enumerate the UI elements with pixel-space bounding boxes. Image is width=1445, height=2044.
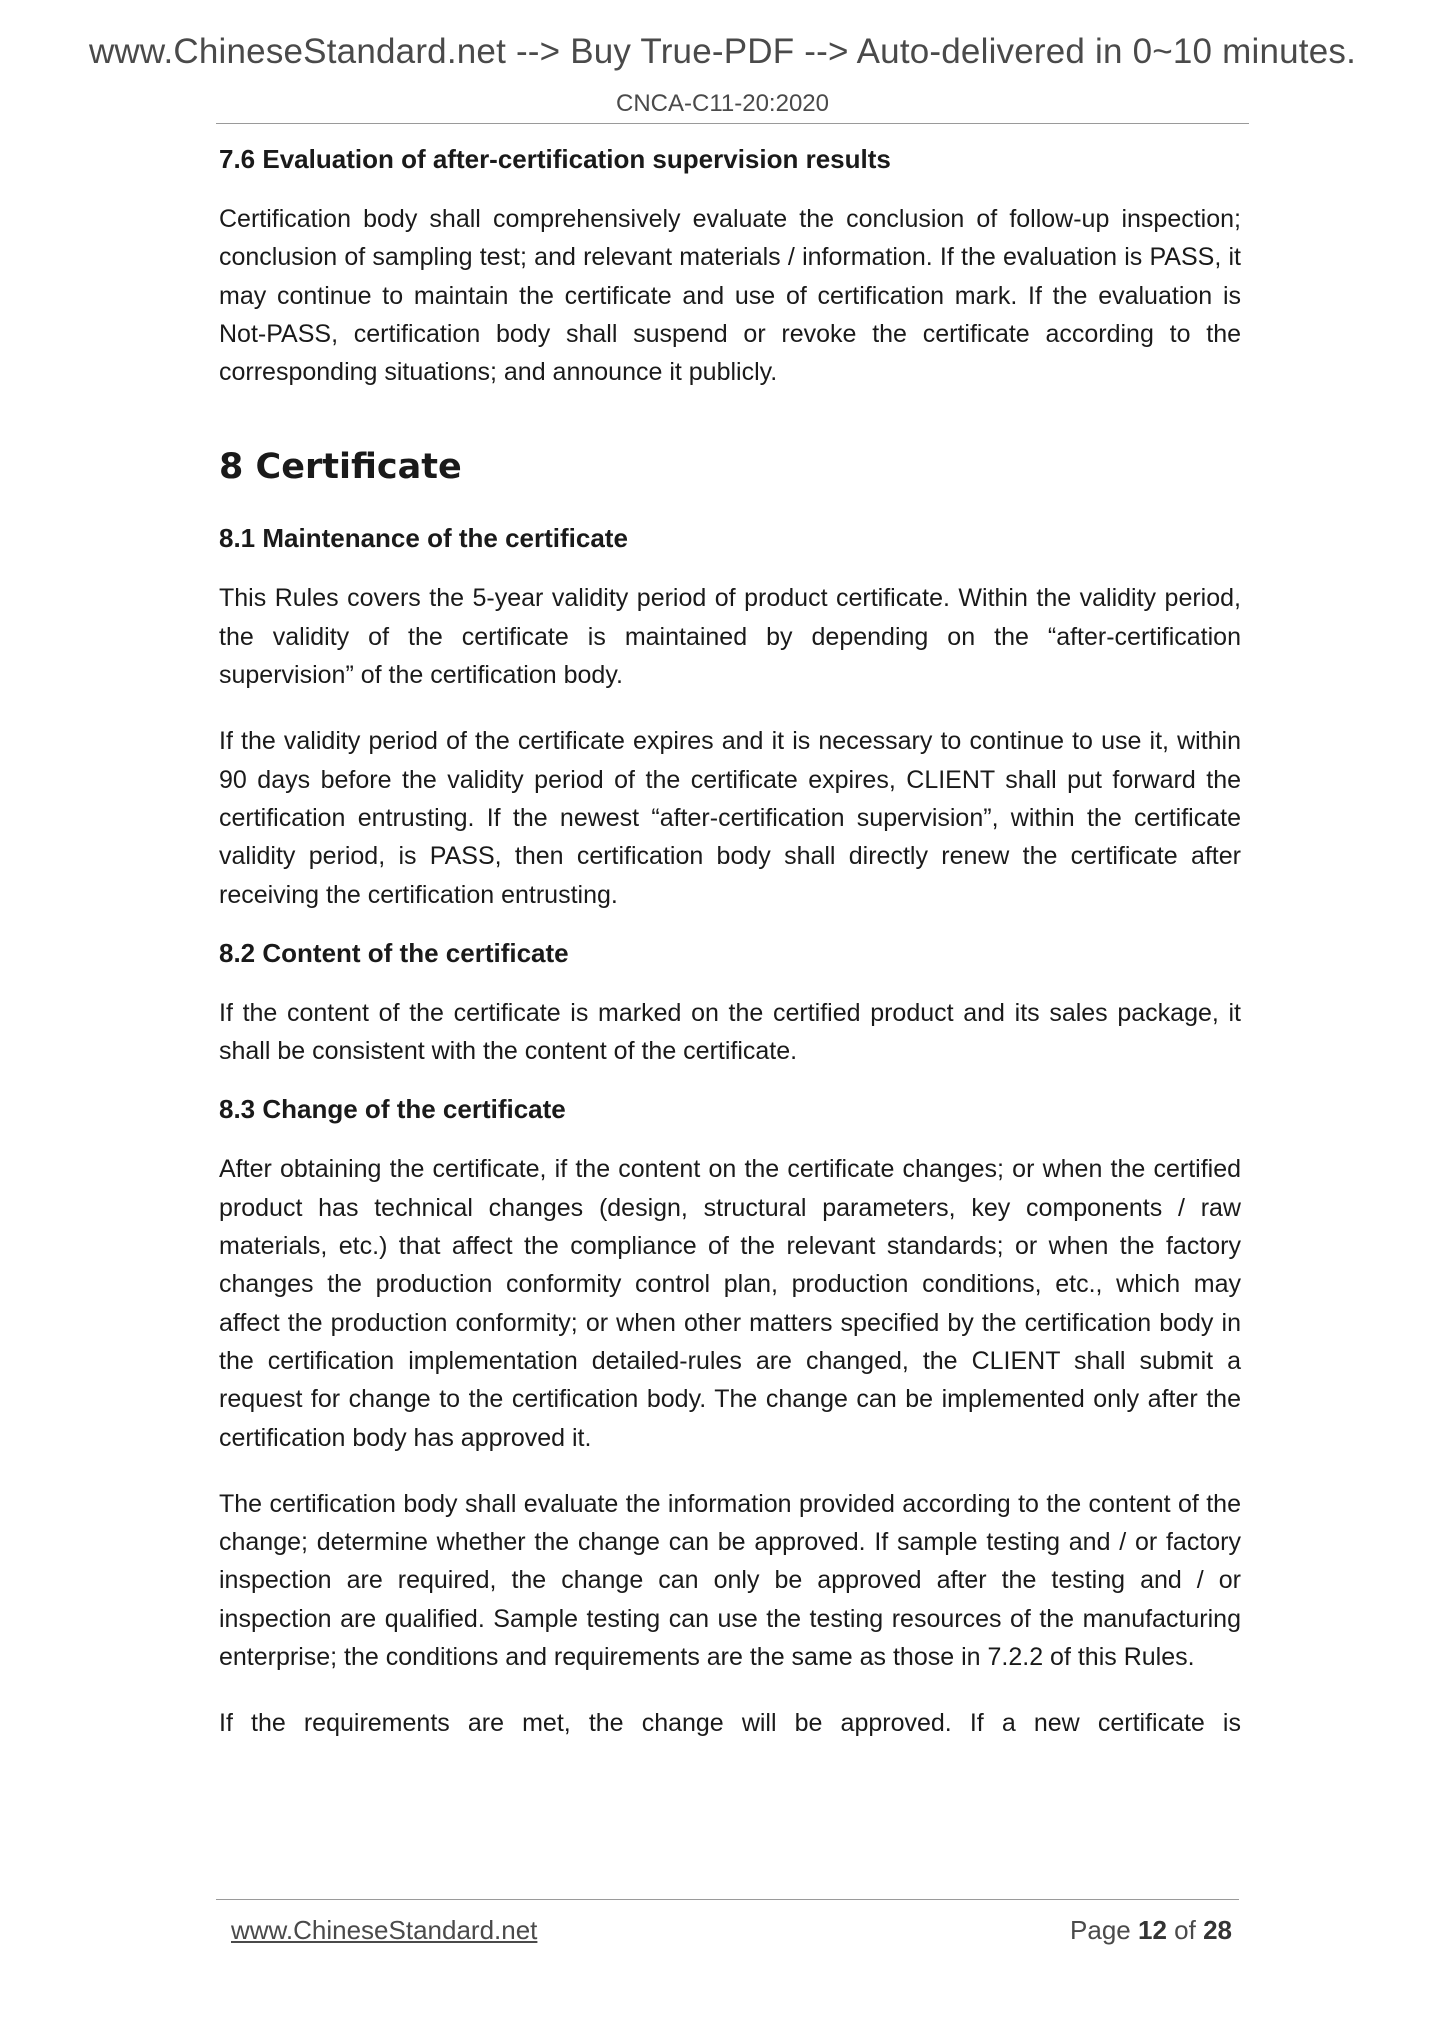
heading-8-3: 8.3 Change of the certificate <box>219 1094 566 1125</box>
page-indicator <box>1070 1915 1232 1946</box>
document-code: CNCA-C11-20:2020 <box>616 90 829 117</box>
paragraph-8-3-1: After obtaining the certificate, if the content on the certificate changes; or when the certified product has technical changes (design, structural parameters, key components / raw materials, etc.) that affect the compliance of the relevant standards; or when the factory changes the production conformity control plan, production conditions, etc., which may affect the production conformity; or when other matters specified by the certification body in the certification implementation detailed-rules are changed, the CLIENT shall submit a request for change to the certification body. The change can be implemented only after the certification body has approved it. <box>219 1155 1241 1452</box>
footer-site-link[interactable]: www.ChineseStandard.net <box>231 1915 538 1945</box>
paragraph-8-1-2: If the validity period of the certificate expires and it is necessary to continue to use it, within 90 days before the validity period of the certificate expires, CLIENT shall put forward the certification entrusting. If the newest “after-certification supervision”, within the certificate validity period, is PASS, then certification body shall directly renew the certificate after receiving the certification entrusting. <box>219 727 1241 909</box>
footer-divider <box>216 1899 1239 1900</box>
heading-8-1: 8.1 Maintenance of the certificate <box>219 523 628 554</box>
page-total: 28 <box>1203 1915 1232 1945</box>
page-number: 12 <box>1138 1915 1167 1945</box>
heading-8: 8 Certificate <box>219 447 462 488</box>
header-divider <box>216 123 1249 124</box>
paragraph-8-2-1: If the content of the certificate is marked on the certified product and its sales package, it shall be consistent with the content of the certificate. <box>219 998 1241 1066</box>
paragraph-7-6-1: Certification body shall comprehensively evaluate the conclusion of follow-up inspection; conclusion of sampling test; and relevant materials / information. If the evaluation is PASS, it may continue to maintain the certificate and use of certification mark. If the evaluation is Not-PASS, certification body shall suspend or revoke the certificate according to the corresponding situations; and announce it publicly. <box>219 205 1241 387</box>
paragraph-8-3-3: If the requirements are met, the change will be approved. If a new certificate is <box>219 1709 1241 1738</box>
site-banner: www.ChineseStandard.net --> Buy True-PDF --> Auto-delivered in 0~10 minutes. <box>88 32 1357 71</box>
paragraph-8-1-1: This Rules covers the 5-year validity period of product certificate. Within the validity period, the validity of the certificate is maintained by depending on the “after-certification supervision” of the certification body. <box>219 584 1241 690</box>
page-label: Page <box>1070 1915 1131 1945</box>
of-label: of <box>1174 1915 1196 1945</box>
heading-8-2: 8.2 Content of the certificate <box>219 937 569 968</box>
heading-7-6: 7.6 Evaluation of after-certification supervision results <box>219 144 891 174</box>
paragraph-8-3-2: The certification body shall evaluate the information provided according to the content of the change; determine whether the change can be approved. If sample testing and / or factory inspection are required, the change can only be approved after the testing and / or inspection are qualified. Sample testing can use the testing resources of the manufacturing enterprise; the conditions and requirements are the same as those in 7.2.2 of this Rules. <box>219 1489 1241 1672</box>
page-content <box>219 142 1241 1771</box>
